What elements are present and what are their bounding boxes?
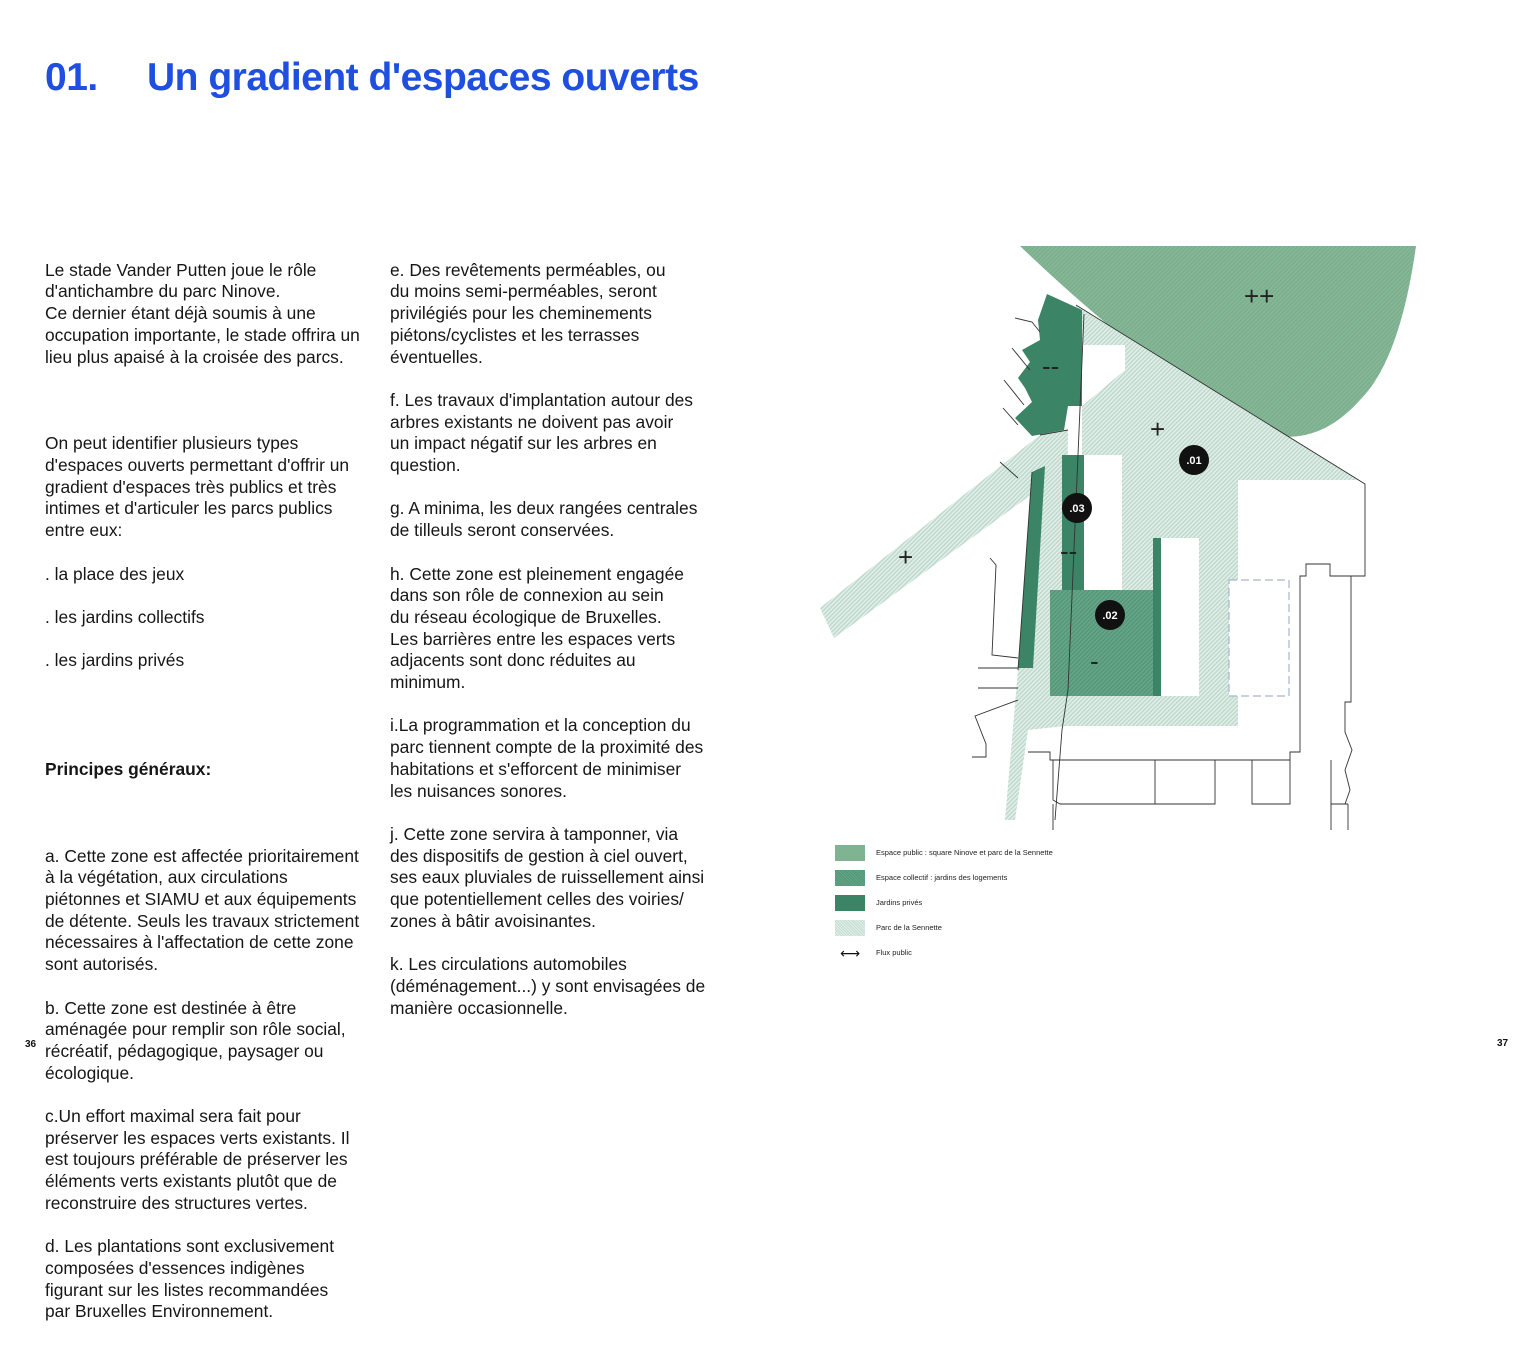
map-legend — [835, 840, 1053, 965]
double-arrow-icon: ⟷ — [839, 944, 861, 961]
section-title: Un gradient d'espaces ouverts — [147, 56, 699, 99]
zone-private-gardens-east-strip — [1153, 538, 1161, 696]
legend-label: Parc de la Sennette — [876, 923, 942, 932]
page-number-right: 37 — [1497, 1038, 1509, 1049]
mark-collective-gardens: - — [1090, 646, 1099, 676]
legend-item-sennette — [835, 915, 1053, 940]
svg-text:.01: .01 — [1186, 455, 1202, 467]
mark-diagonal-path: + — [898, 542, 914, 572]
svg-text:.03: .03 — [1069, 503, 1085, 515]
principle-g: g. A minima, les deux rangées centrales de tilleuls seront conservées. — [390, 498, 698, 541]
mark-private-strip: -- — [1060, 536, 1078, 566]
principle-d: d. Les plantations sont exclusivement composées d'essences indigènes figurant sur les listes recommandées par Bruxelles Environnement. — [45, 1236, 335, 1322]
badge-02 — [1095, 600, 1125, 630]
mark-square-ninove: ++ — [1244, 281, 1275, 311]
principle-b: b. Cette zone est destinée à être aménagée pour remplir son rôle social, récréatif, pédagogique, paysager ou écologique. — [45, 997, 346, 1083]
principle-j: j. Cette zone servira à tamponner, via des dispositifs de gestion à ciel ouvert, ses eaux pluviales de ruissellement ainsi que potentiellement celles des voiries/ zones à bâtir avoisinantes. — [390, 823, 705, 931]
building — [1229, 580, 1289, 696]
principles-heading: Principes généraux: — [45, 758, 212, 779]
swatch-prive-icon — [835, 895, 865, 911]
mark-main-zone: + — [1150, 414, 1166, 444]
page-number-left: 36 — [25, 1039, 37, 1050]
legend-label: Espace public : square Ninove et parc de la Sennette — [876, 848, 1053, 857]
swatch-sennette-icon — [835, 920, 865, 936]
principle-i: i.La programmation et la conception du parc tiennent compte de la proximité des habitations et s'efforcent de minimiser les nuisances sonores. — [390, 715, 704, 801]
page-title — [45, 56, 699, 100]
type-item: . les jardins privés — [45, 650, 185, 671]
site-plan-map — [800, 230, 1440, 830]
type-item: . les jardins collectifs — [45, 606, 205, 627]
principle-k: k. Les circulations automobiles (déménagement...) y sont envisagées de manière occasionnelle. — [390, 954, 706, 1018]
principle-c: c.Un effort maximal sera fait pour préserver les espaces verts existants. Il est toujours préférable de préserver les éléments verts existants plutôt que de reconstruire des structures vertes. — [45, 1106, 350, 1213]
intro-paragraph: Le stade Vander Putten joue le rôle d'antichambre du parc Ninove. Ce dernier étant déjà soumis à une occupation importante, le stade offrira un lieu plus apaisé à la croisée des parcs. — [45, 259, 360, 367]
legend-item-public — [835, 840, 1053, 865]
building — [1238, 480, 1365, 565]
principle-e: e. Des revêtements perméables, ou du moins semi-perméables, seront privilégiés pour les cheminements piétons/cyclistes et les terrasses éventuelles. — [390, 259, 666, 367]
badge-03 — [1062, 493, 1092, 523]
badge-01 — [1179, 445, 1209, 475]
legend-item-collectif — [835, 865, 1053, 890]
svg-text:.02: .02 — [1102, 610, 1118, 622]
principle-f: f. Les travaux d'implantation autour des arbres existants ne doivent pas avoir un impact négatif sur les arbres en question. — [390, 389, 694, 476]
swatch-public-icon — [835, 845, 865, 861]
type-item: . la place des jeux — [45, 563, 185, 584]
legend-label: Flux public — [876, 948, 912, 957]
mark-private-north: -- — [1042, 351, 1060, 381]
section-number: 01. — [45, 56, 98, 99]
legend-item-flux — [835, 940, 1053, 965]
swatch-collectif-icon — [835, 870, 865, 886]
text-column-left — [45, 238, 385, 1345]
legend-item-prive — [835, 890, 1053, 915]
principle-a: a. Cette zone est affectée prioritairement à la végétation, aux circulations piétonnes et SIAMU et aux équipements de détente. Seuls les travaux strictement nécessaires à l'affectation de cette zone sont autorisés. — [45, 845, 360, 975]
building — [1084, 455, 1122, 590]
principle-h: h. Cette zone est pleinement engagée dans son rôle de connexion au sein du réseau écologique de Bruxelles. Les barrières entre les espaces verts adjacents sont donc réduites au minimum. — [390, 563, 684, 693]
legend-label: Espace collectif : jardins des logements — [876, 873, 1008, 882]
legend-label: Jardins privés — [876, 898, 923, 907]
types-intro-paragraph: On peut identifier plusieurs types d'espaces ouverts permettant d'offrir un gradient d'espaces très publics et très intimes et d'articuler les parcs publics entre eux: — [45, 433, 350, 541]
text-column-right — [390, 238, 730, 1041]
building — [1161, 538, 1199, 696]
